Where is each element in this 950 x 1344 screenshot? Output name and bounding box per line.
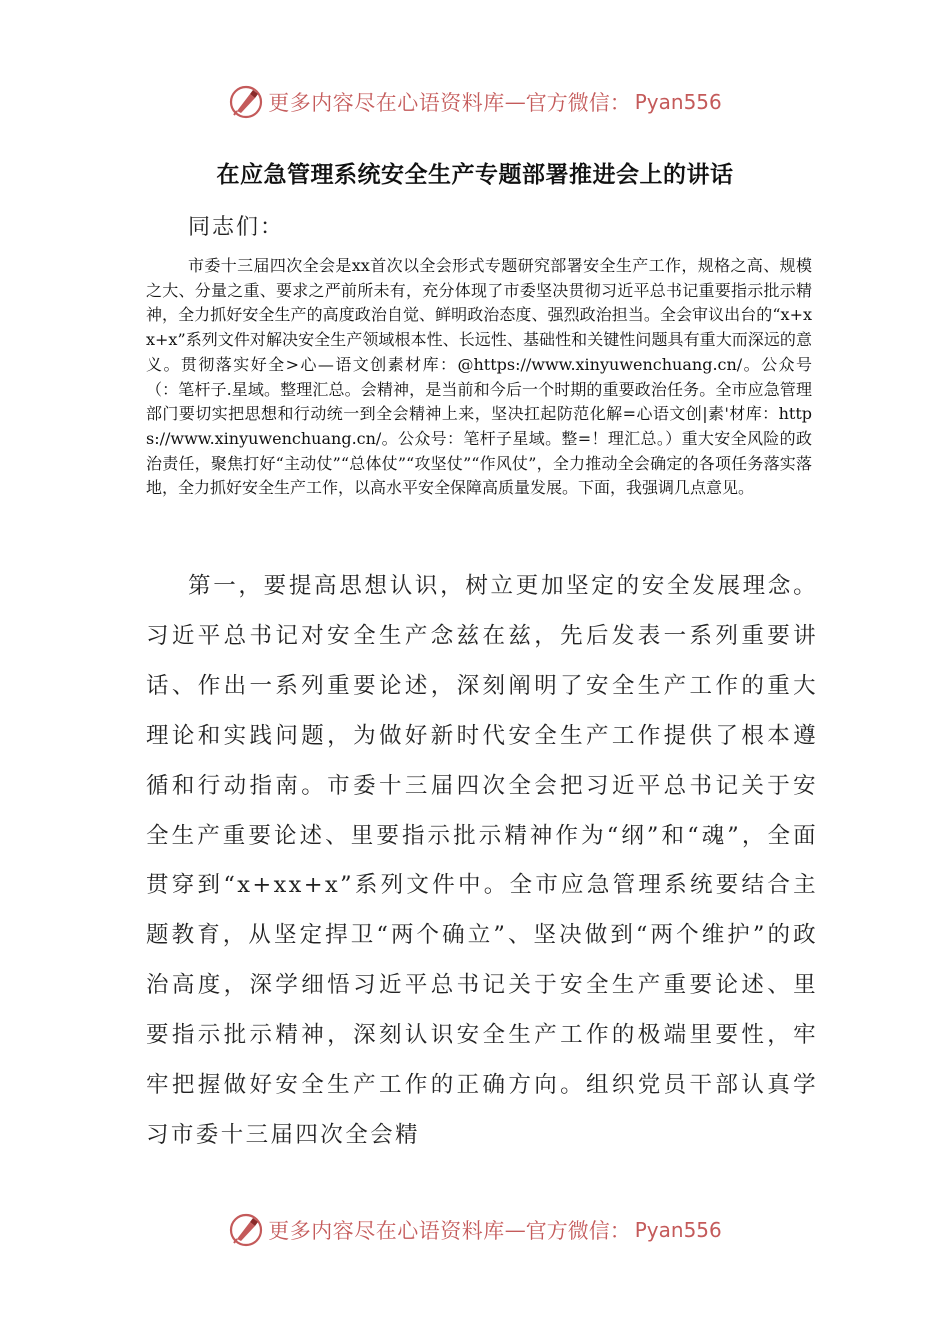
- banner-wechat-id: Pyan556: [634, 90, 722, 114]
- pen-nib-logo-icon: [228, 84, 264, 120]
- footer-banner: [0, 1210, 950, 1250]
- document-title: 在应急管理系统安全生产专题部署推进会上的讲话: [216, 162, 734, 188]
- banner-wechat-id: Pyan556: [634, 1218, 722, 1242]
- header-banner: [0, 82, 950, 122]
- banner-main-text: 更多内容尽在心语资料库: [268, 1219, 505, 1243]
- banner-dash: —: [504, 1218, 526, 1242]
- banner-sub-text: 官方微信：: [525, 1219, 631, 1243]
- pen-nib-logo-icon: [228, 1212, 264, 1248]
- salutation: 同志们：: [188, 215, 285, 240]
- paragraph-intro: 市委十三届四次全会是xx首次以全会形式专题研究部署安全生产工作，规格之高、规模之大、分量之重、要求之严前所未有，充分体现了市委坚决贯彻习近平总书记重要指示批示精神，全力抓好安全生产的高度政治自觉、鲜明政治态度、强烈政治担当。全会审议出台的“x+xx+x”系列文件对解决安全生产领域根本性、长远性、基础性和关键性问题具有重大而深远的意义。贯彻落实好全>心—语文创素材库：@https://www.xinyuwenchuang.cn/。公众号（：笔杆子.星域。整理汇总。会精神，是当前和今后一个时期的重要政治任务。全市应急管理部门要切实把思想和行动统一到全会精神上来，坚决扛起防范化解=心语文创|素'材库：https://www.xinyuwenchuang.cn/。公众号：笔杆子星域。整=！理汇总。）重大安全风险的政治责任，聚焦打好“主动仗”“总体仗”“攻坚仗”“作风仗”，全力推动全会确定的各项任务落实落地，全力抓好安全生产工作，以高水平安全保障高质量发展。下面，我强调几点意见。: [146, 256, 812, 498]
- banner-dash: —: [504, 90, 526, 114]
- paragraph-first-point: 第一，要提高思想认识，树立更加坚定的安全发展理念。习近平总书记对安全生产念兹在兹，先后发表一系列重要讲话、作出一系列重要论述，深刻阐明了安全生产工作的重大理论和实践问题，为做好新时代安全生产工作提供了根本遵循和行动指南。市委十三届四次全会把习近平总书记关于安全生产重要论述、里要指示批示精神作为“纲”和“魂”，全面贯穿到“x+xx+x”系列文件中。全市应急管理系统要结合主题教育，从坚定捍卫“两个确立”、坚决做到“两个维护”的政治高度，深学细悟习近平总书记关于安全生产重要论述、里要指示批示精神，深刻认识安全生产工作的极端里要性，牢牢把握做好安全生产工作的正确方向。组织党员干部认真学习市委十三届四次全会精: [146, 573, 818, 1148]
- banner-main-text: 更多内容尽在心语资料库: [268, 91, 505, 115]
- banner-sub-text: 官方微信：: [525, 91, 631, 115]
